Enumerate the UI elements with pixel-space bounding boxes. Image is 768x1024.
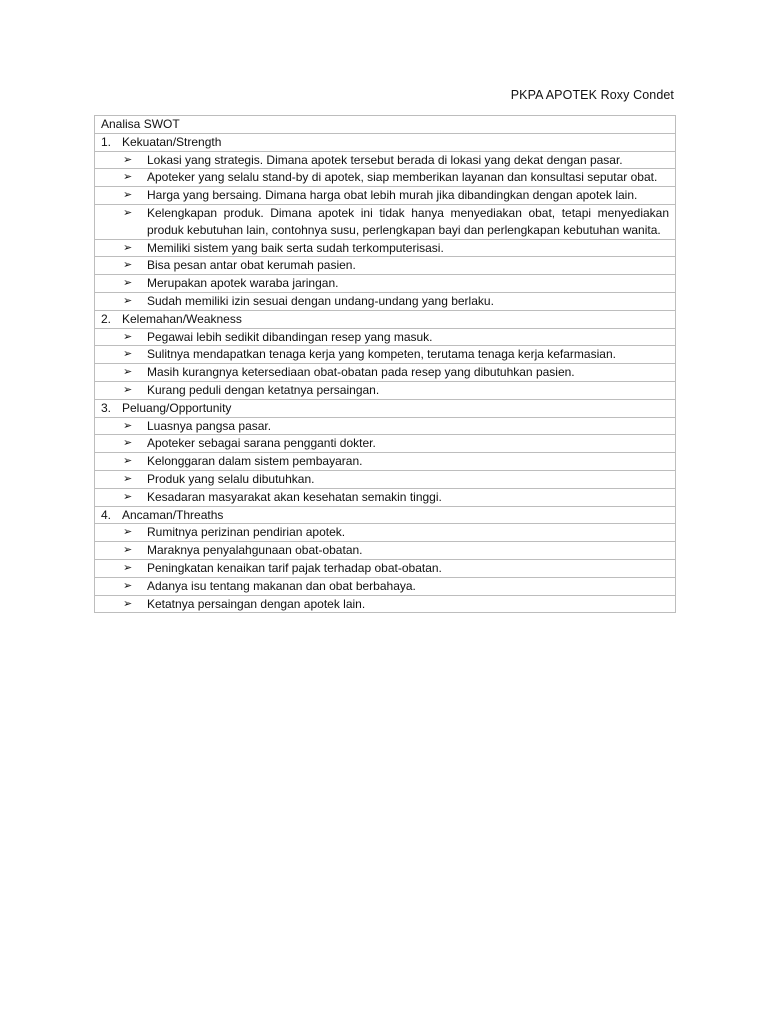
list-item-cell: [95, 292, 676, 310]
list-item-cell: [95, 381, 676, 399]
list-item-text: Kelengkapan produk. Dimana apotek ini tidak hanya menyediakan obat, tetapi menyediakan produk kebutuhan lain, contohnya susu, perlengkapan bayi dan perlengkapan kebutuhan wanita.: [147, 205, 669, 237]
list-item-text: Maraknya penyalahgunaan obat-obatan.: [147, 543, 363, 558]
arrow-bullet-icon: ➢: [123, 526, 133, 539]
list-item: [95, 488, 676, 506]
arrow-bullet-icon: ➢: [123, 366, 133, 379]
list-item-cell: [95, 169, 676, 187]
list-item: [95, 417, 676, 435]
list-item: [95, 346, 676, 364]
page-header: PKPA APOTEK Roxy Condet: [510, 88, 674, 102]
arrow-bullet-icon: ➢: [123, 490, 133, 503]
list-item-text: Sulitnya mendapatkan tenaga kerja yang kompeten, terutama tenaga kerja kefarmasian.: [147, 347, 616, 362]
list-item: [95, 577, 676, 595]
list-item-content: [101, 453, 669, 470]
arrow-bullet-icon: ➢: [123, 153, 133, 166]
list-item: [95, 257, 676, 275]
list-item-content: [101, 560, 669, 577]
list-item: [95, 328, 676, 346]
list-item-content: [101, 382, 669, 399]
section-number: 4.: [101, 507, 112, 522]
list-item-cell: [95, 595, 676, 613]
list-item-text: Sudah memiliki izin sesuai dengan undang-undang yang berlaku.: [147, 293, 494, 308]
section-heading: Peluang/Opportunity: [122, 400, 232, 415]
arrow-bullet-icon: ➢: [123, 348, 133, 361]
list-item-text: Bisa pesan antar obat kerumah pasien.: [147, 258, 356, 273]
arrow-bullet-icon: ➢: [123, 294, 133, 307]
list-item: [95, 435, 676, 453]
list-item-text: Produk yang selalu dibutuhkan.: [147, 471, 315, 486]
arrow-bullet-icon: ➢: [123, 597, 133, 610]
list-item: [95, 470, 676, 488]
list-item-text: Apoteker yang selalu stand-by di apotek, siap memberikan layanan dan konsultasi seputar obat.: [147, 170, 658, 185]
list-item-cell: [95, 417, 676, 435]
arrow-bullet-icon: ➢: [123, 544, 133, 557]
list-item-cell: [95, 453, 676, 471]
list-item-cell: [95, 328, 676, 346]
arrow-bullet-icon: ➢: [123, 419, 133, 432]
list-item-content: [101, 169, 669, 186]
list-item-text: Ketatnya persaingan dengan apotek lain.: [147, 596, 366, 611]
section-row: [95, 133, 676, 151]
arrow-bullet-icon: ➢: [123, 241, 133, 254]
list-item: [95, 204, 676, 239]
list-item-cell: [95, 488, 676, 506]
list-item-text: Memiliki sistem yang baik serta sudah terkomputerisasi.: [147, 240, 444, 255]
list-item-content: [101, 418, 669, 435]
list-item-content: [101, 152, 669, 169]
arrow-bullet-icon: ➢: [123, 330, 133, 343]
list-item: [95, 151, 676, 169]
list-item: [95, 364, 676, 382]
list-item-text: Masih kurangnya ketersediaan obat-obatan pada resep yang dibutuhkan pasien.: [147, 365, 575, 380]
list-item-content: [101, 435, 669, 452]
list-item: [95, 381, 676, 399]
list-item-text: Rumitnya perizinan pendirian apotek.: [147, 525, 346, 540]
section-heading-cell: [95, 399, 676, 417]
table-title: Analisa SWOT: [95, 116, 676, 134]
swot-table: [94, 115, 676, 613]
section-row: [95, 399, 676, 417]
list-item-text: Lokasi yang strategis. Dimana apotek tersebut berada di lokasi yang dekat dengan pasar.: [147, 152, 623, 167]
arrow-bullet-icon: ➢: [123, 259, 133, 272]
list-item-cell: [95, 364, 676, 382]
list-item-text: Merupakan apotek waraba jaringan.: [147, 276, 339, 291]
list-item-content: [101, 524, 669, 541]
list-item-content: [101, 293, 669, 310]
list-item-cell: [95, 435, 676, 453]
list-item-text: Apoteker sebagai sarana pengganti dokter.: [147, 436, 376, 451]
list-item-text: Harga yang bersaing. Dimana harga obat lebih murah jika dibandingkan dengan apotek lain.: [147, 188, 638, 203]
arrow-bullet-icon: ➢: [123, 171, 133, 184]
list-item: [95, 169, 676, 187]
list-item-content: [101, 346, 669, 363]
arrow-bullet-icon: ➢: [123, 383, 133, 396]
list-item: [95, 187, 676, 205]
list-item-text: Kurang peduli dengan ketatnya persaingan.: [147, 382, 380, 397]
section-heading-cell: [95, 133, 676, 151]
list-item-cell: [95, 542, 676, 560]
list-item-content: [101, 471, 669, 488]
section-number: 3.: [101, 400, 112, 415]
list-item-cell: [95, 204, 676, 239]
list-item-cell: [95, 187, 676, 205]
section-row: [95, 310, 676, 328]
section-heading: Ancaman/Threaths: [122, 507, 224, 522]
list-item-text: Luasnya pangsa pasar.: [147, 418, 272, 433]
arrow-bullet-icon: ➢: [123, 455, 133, 468]
list-item: [95, 275, 676, 293]
section-heading: Kelemahan/Weakness: [122, 311, 242, 326]
list-item-content: [101, 364, 669, 381]
table-title-row: [95, 116, 676, 134]
list-item-cell: [95, 346, 676, 364]
list-item-content: [101, 596, 669, 613]
section-heading-cell: [95, 310, 676, 328]
list-item-cell: [95, 470, 676, 488]
list-item-content: [101, 205, 669, 239]
arrow-bullet-icon: ➢: [123, 189, 133, 202]
list-item-text: Peningkatan kenaikan tarif pajak terhadap obat-obatan.: [147, 560, 442, 575]
list-item-content: [101, 329, 669, 346]
list-item-text: Kesadaran masyarakat akan kesehatan semakin tinggi.: [147, 489, 442, 504]
list-item-text: Kelonggaran dalam sistem pembayaran.: [147, 454, 363, 469]
list-item-cell: [95, 257, 676, 275]
list-item-content: [101, 257, 669, 274]
section-row: [95, 506, 676, 524]
arrow-bullet-icon: ➢: [123, 561, 133, 574]
section-number: 1.: [101, 134, 112, 149]
list-item-content: [101, 240, 669, 257]
list-item: [95, 559, 676, 577]
list-item: [95, 542, 676, 560]
list-item: [95, 595, 676, 613]
list-item: [95, 524, 676, 542]
list-item-content: [101, 489, 669, 506]
section-heading-cell: [95, 506, 676, 524]
list-item-cell: [95, 239, 676, 257]
list-item-cell: [95, 559, 676, 577]
arrow-bullet-icon: ➢: [123, 579, 133, 592]
list-item: [95, 239, 676, 257]
arrow-bullet-icon: ➢: [123, 437, 133, 450]
section-number: 2.: [101, 311, 112, 326]
arrow-bullet-icon: ➢: [123, 206, 133, 219]
list-item-content: [101, 578, 669, 595]
list-item-cell: [95, 275, 676, 293]
list-item-text: Pegawai lebih sedikit dibandingan resep yang masuk.: [147, 329, 433, 344]
list-item-content: [101, 187, 669, 204]
list-item-cell: [95, 151, 676, 169]
list-item: [95, 292, 676, 310]
section-heading: Kekuatan/Strength: [122, 134, 222, 149]
list-item-cell: [95, 577, 676, 595]
arrow-bullet-icon: ➢: [123, 472, 133, 485]
list-item-content: [101, 542, 669, 559]
list-item-cell: [95, 524, 676, 542]
swot-table-body: [95, 116, 676, 613]
arrow-bullet-icon: ➢: [123, 277, 133, 290]
list-item-content: [101, 275, 669, 292]
list-item: [95, 453, 676, 471]
list-item-text: Adanya isu tentang makanan dan obat berbahaya.: [147, 578, 416, 593]
